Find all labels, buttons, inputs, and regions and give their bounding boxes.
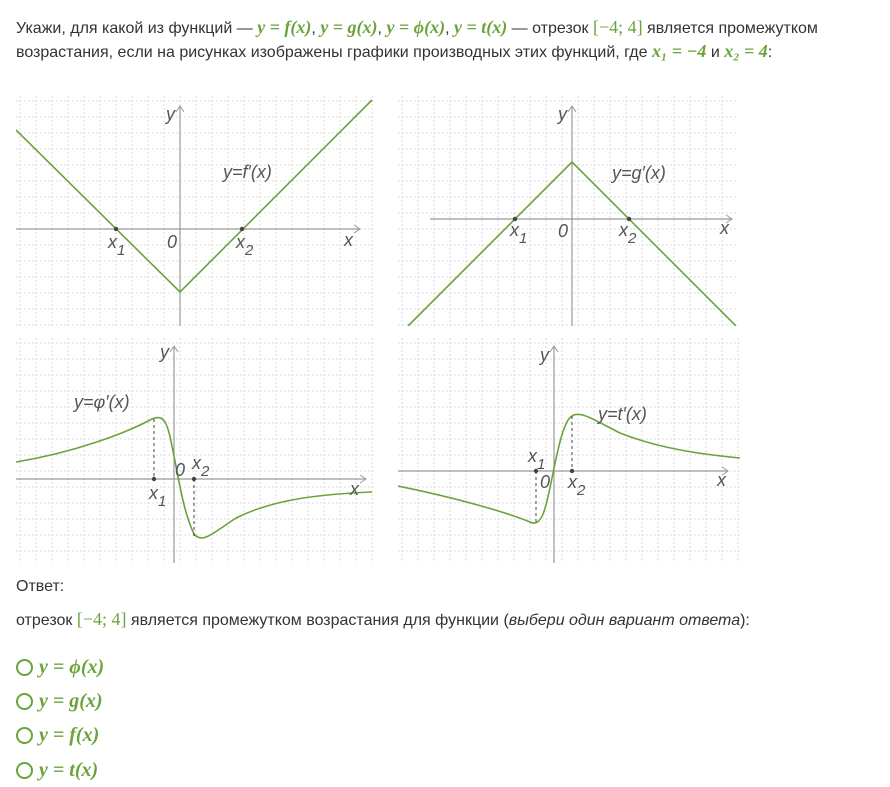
prompt-text: ): xyxy=(740,612,750,629)
prompt-text: является промежутком возрастания для функции ( xyxy=(126,612,509,629)
formula-f: y = f(x) xyxy=(257,17,312,37)
origin-label: 0 xyxy=(540,472,551,492)
question-text-part: : xyxy=(767,44,773,61)
curve-label: y=g′(x) xyxy=(612,163,666,183)
graph-g-prime xyxy=(398,96,738,326)
grid xyxy=(398,338,740,563)
separator: , xyxy=(445,20,454,37)
option-f[interactable] xyxy=(16,724,99,747)
x-label: x xyxy=(344,230,353,250)
question-text-part: — отрезок xyxy=(507,20,593,37)
graph-phi-prime xyxy=(16,338,376,563)
x-label: x xyxy=(717,470,726,490)
point-x1 xyxy=(114,227,118,231)
origin-label: 0 xyxy=(167,232,178,252)
origin-label: 0 xyxy=(175,460,186,480)
option-label: y = f(x) xyxy=(39,724,100,746)
x-label: x xyxy=(720,218,729,238)
grid xyxy=(16,96,376,326)
prompt-interval: [−4; 4] xyxy=(76,609,127,629)
y-label: y xyxy=(540,345,549,365)
radio-button[interactable] xyxy=(16,762,33,779)
radio-button[interactable] xyxy=(16,727,33,744)
curve-f-prime xyxy=(16,100,372,292)
question-text xyxy=(16,16,882,64)
x2-value: x₂ = 4 xyxy=(724,41,768,61)
separator: , xyxy=(311,20,321,37)
point-x2 xyxy=(192,477,196,481)
radio-button[interactable] xyxy=(16,659,33,676)
prompt-hint: выбери один вариант ответа xyxy=(508,612,741,629)
graph-f-prime xyxy=(16,96,376,326)
x1-label: $x_1$ xyxy=(510,220,528,247)
y-label: y xyxy=(558,104,567,124)
x2-label: $x_2$ xyxy=(568,472,586,499)
point-x2 xyxy=(240,227,244,231)
x2-label: $x_2$ xyxy=(192,453,210,480)
option-phi[interactable] xyxy=(16,656,104,679)
option-g[interactable] xyxy=(16,690,103,713)
origin-label: 0 xyxy=(558,221,569,241)
y-label: y xyxy=(166,104,175,124)
option-label: y = ϕ(x) xyxy=(39,656,105,678)
x2-label: $x_2$ xyxy=(236,232,254,259)
question-text-part: является промежутком возрастания, если на рисунках изображены графики производных этих функций, где xyxy=(16,20,818,61)
question-intro: Укажи, для какой из функций — xyxy=(16,20,258,37)
separator: , xyxy=(377,20,387,37)
answer-prompt xyxy=(16,608,750,632)
x1-label: $x_1$ xyxy=(149,483,167,510)
prompt-text: отрезок xyxy=(16,612,77,629)
x1-label: $x_1$ xyxy=(528,446,546,473)
curve-label: y=t′(x) xyxy=(598,404,647,424)
grid xyxy=(398,96,738,326)
option-label: y = t(x) xyxy=(39,759,99,781)
interval: [−4; 4] xyxy=(592,17,643,37)
radio-button[interactable] xyxy=(16,693,33,710)
curve-t-prime xyxy=(398,414,740,523)
y-label: y xyxy=(160,342,169,362)
x-label: x xyxy=(350,479,359,499)
option-t[interactable] xyxy=(16,759,98,782)
x1-value: x₁ = −4 xyxy=(651,41,707,61)
answer-label: Ответ: xyxy=(16,578,65,595)
curve-label: y=f′(x) xyxy=(223,162,272,182)
x2-label: $x_2$ xyxy=(619,220,637,247)
formula-phi: y = ϕ(x) xyxy=(386,17,446,37)
question-text-part: и xyxy=(706,44,725,61)
curve-label: y=φ′(x) xyxy=(74,392,130,412)
formula-g: y = g(x) xyxy=(320,17,378,37)
x1-label: $x_1$ xyxy=(108,232,126,259)
point-x1 xyxy=(152,477,156,481)
graph-t-prime xyxy=(398,338,740,563)
option-label: y = g(x) xyxy=(39,690,103,712)
formula-t: y = t(x) xyxy=(453,17,508,37)
